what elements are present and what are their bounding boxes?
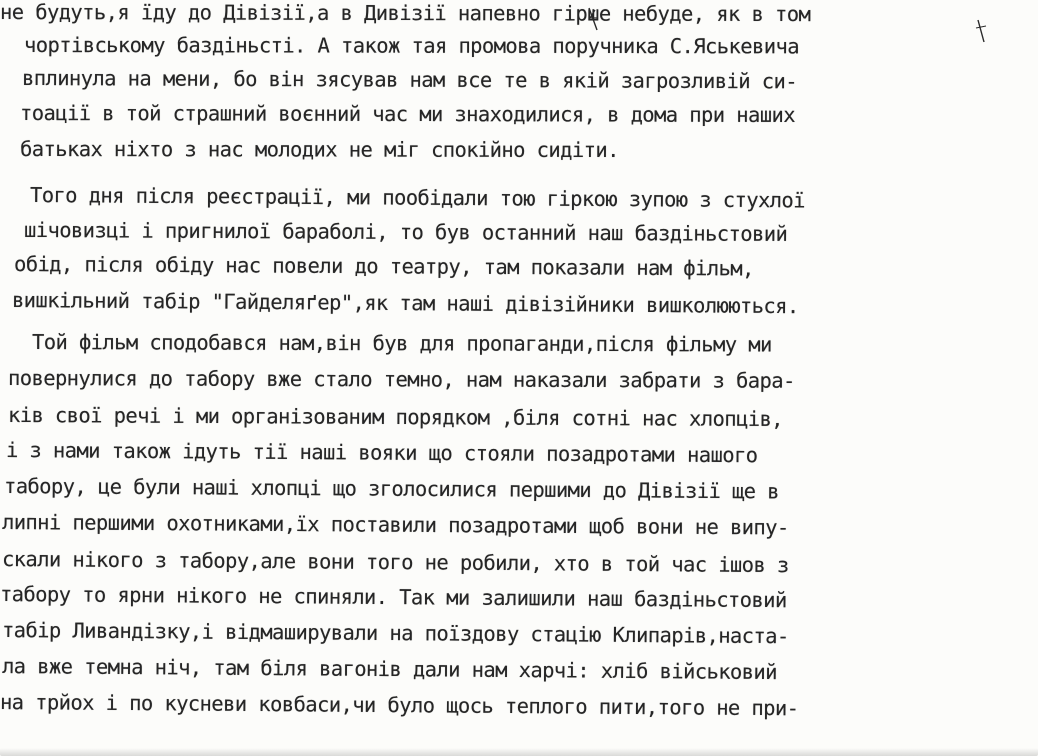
text-line-14: табору, це були наші хлопці що зголосилися першими до Дівізії ще в xyxy=(3,474,780,504)
text-line-15: липні першими охотниками,їх поставили позадротами щоб вони не випу- xyxy=(1,510,789,540)
text-line-1: не будуть,я їду до Дівізії,а в Дивізії напевно гірше небуде, як в том xyxy=(0,0,811,27)
text-line-20: на трйох і по кусневи ковбаси,чи було щось теплого пити,того не при- xyxy=(0,690,799,721)
text-line-11: повернулися до табору вже стало темно, нам наказали забрати з бара- xyxy=(7,366,795,393)
text-line-3: вплинула на мени, бо він зясував нам все те в якій загрозливій си- xyxy=(21,66,798,94)
text-line-18: табір Ливандізку,і відмаширували на поїздову стацію Клипарів,наста- xyxy=(1,618,789,649)
text-line-19: ла вже темна ніч, там біля вагонів дали нам харчі: хліб військовий xyxy=(1,654,778,685)
text-line-6: Того дня після реєстрації, ми пообідали тою гіркою зупою з стухлої xyxy=(29,183,806,213)
text-line-17: табору то ярни нікого не спиняли. Так ми залишили наш баздіньстовий xyxy=(0,582,787,613)
text-line-7: шічовизці і пригнилої бараболі, то був останний наш баздіньстовий xyxy=(23,218,788,246)
text-line-12: ків свої речі і ми організованим порядком ,біля сотні нас хлопців, xyxy=(7,403,784,432)
text-line-5: батьках ніхто з нас молодих не міг спокійно сидіти. xyxy=(19,137,619,163)
text-line-13: і з нами також ідуть тії наші вояки що стояли позадротами нашого xyxy=(5,438,758,468)
text-line-16: скали нікого з табору,але вони того не робили, хто в той час ішов з xyxy=(1,547,789,578)
page-edge-shadow xyxy=(0,748,1038,756)
text-line-4: тоації в той страшний воєнний час ми знаходилися, в дома при наших xyxy=(19,101,796,128)
text-line-10: Той фільм сподобався нам,він був для пропаганди,після фільму ми xyxy=(31,330,772,357)
handwritten-correction-mark-icon xyxy=(974,18,988,44)
text-line-2: чортівському баздіньсті. А також тая промова поручника С.Яськевича xyxy=(23,33,800,59)
text-line-8: обід, після обіду нас повели до театру, там показали нам фільм, xyxy=(13,252,754,281)
text-line-9: вишкільний табір "Гайделяґер",як там наші дівізійники вишколюються. xyxy=(11,288,799,319)
handwritten-correction-mark-icon xyxy=(586,6,600,32)
